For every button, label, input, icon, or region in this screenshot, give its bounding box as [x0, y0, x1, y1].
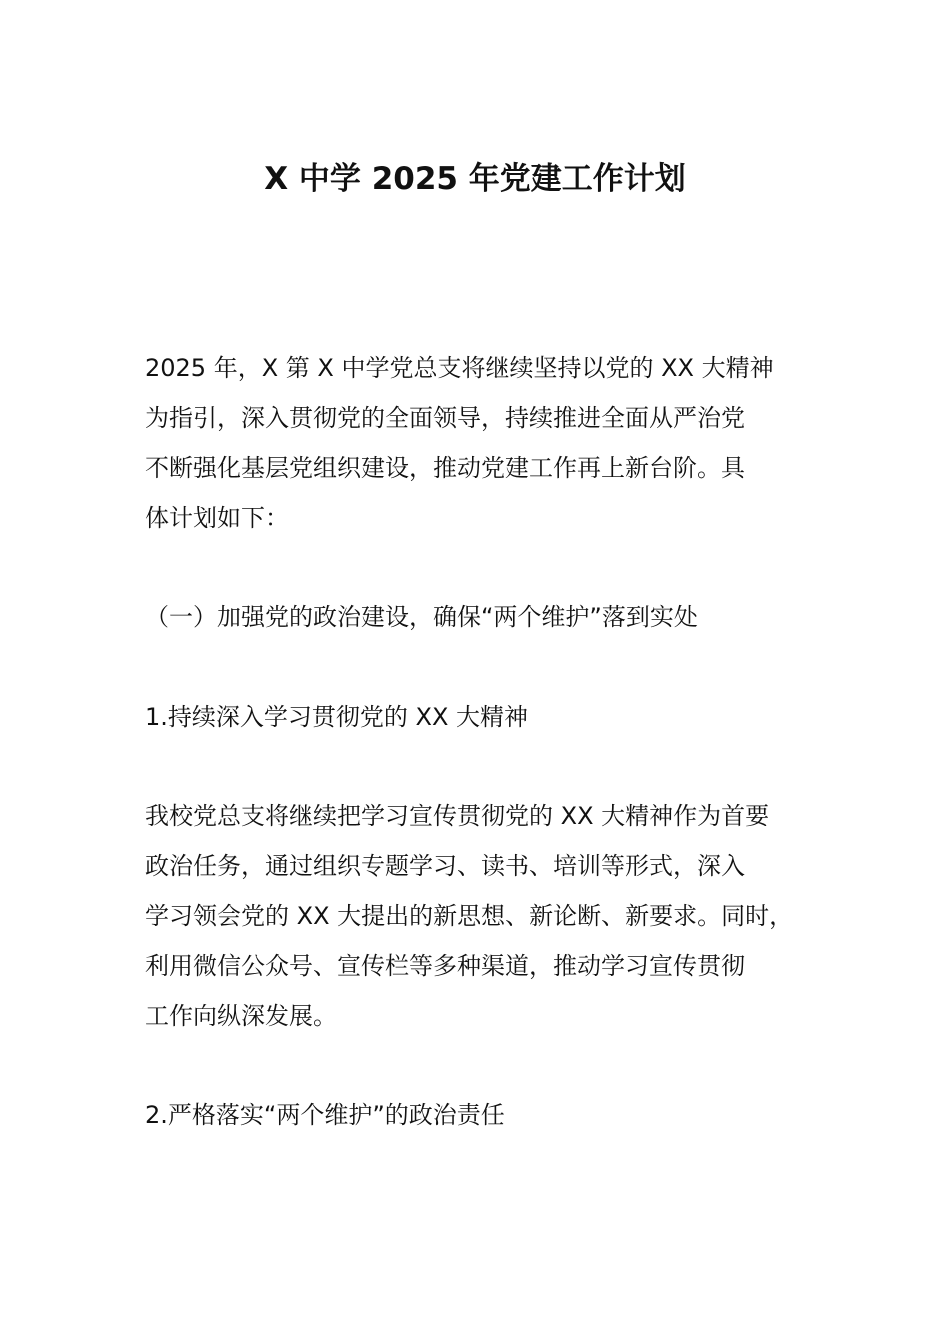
item-1-heading: 1.持续深入学习贯彻党的 XX 大精神 — [145, 703, 529, 731]
document-title: X 中学 2025 年党建工作计划 — [264, 161, 686, 197]
intro-line: 体计划如下： — [145, 504, 289, 532]
intro-paragraph — [145, 343, 825, 543]
intro-line: 为指引，深入贯彻党的全面领导，持续推进全面从严治党 — [145, 404, 745, 432]
item-1-line: 政治任务，通过组织专题学习、读书、培训等形式，深入 — [145, 852, 745, 880]
item-1-line: 我校党总支将继续把学习宣传贯彻党的 XX 大精神作为首要 — [145, 802, 770, 830]
item-1-line: 利用微信公众号、宣传栏等多种渠道，推动学习宣传贯彻 — [145, 952, 745, 980]
item-1-line: 学习领会党的 XX 大提出的新思想、新论断、新要求。同时， — [145, 902, 794, 930]
item-2-heading: 2.严格落实“两个维护”的政治责任 — [145, 1101, 505, 1129]
intro-line: 2025 年，X 第 X 中学党总支将继续坚持以党的 XX 大精神 — [145, 354, 774, 382]
intro-line: 不断强化基层党组织建设，推动党建工作再上新台阶。具 — [145, 454, 745, 482]
section-heading: （一）加强党的政治建设，确保“两个维护”落到实处 — [145, 603, 698, 631]
item-1-paragraph — [145, 791, 825, 1041]
item-1-line: 工作向纵深发展。 — [145, 1002, 337, 1030]
